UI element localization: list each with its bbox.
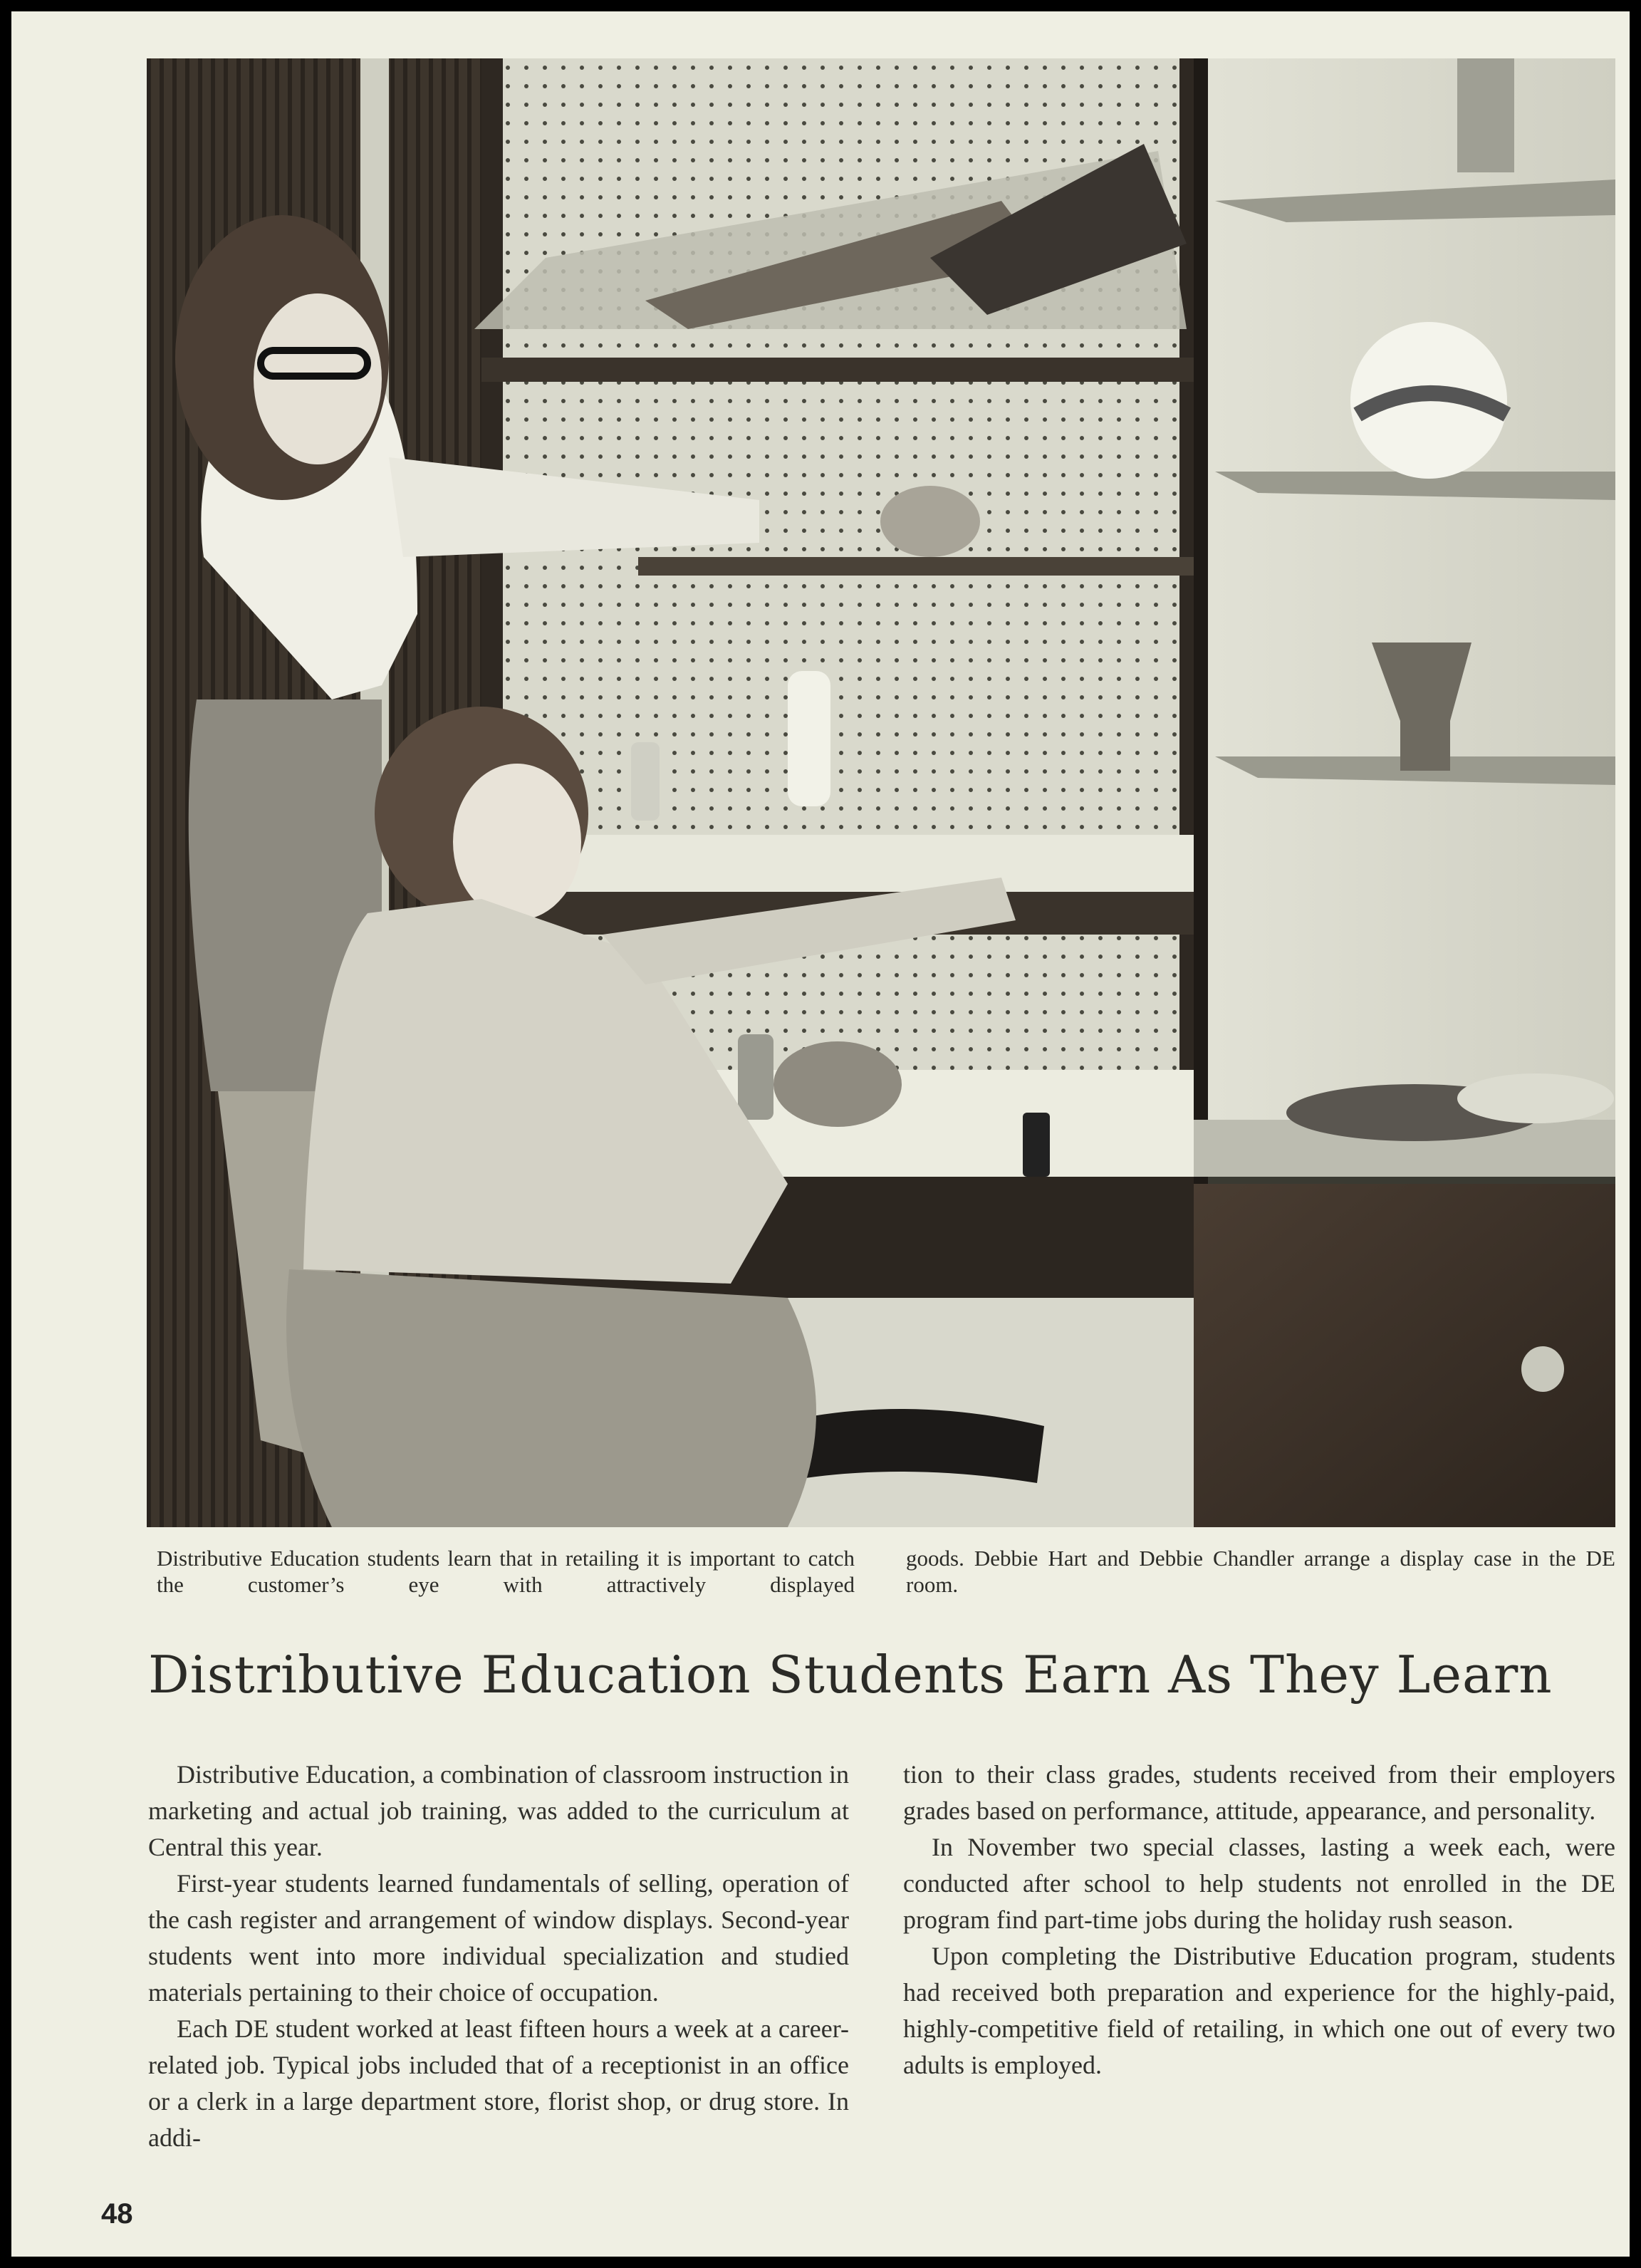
paragraph: Upon completing the Distributive Education program, students had received both preparation and experience for the highly-paid, highly-competitive field of retailing, in which one out of every two adults is employed. — [903, 1942, 1615, 2079]
yearbook-page — [11, 11, 1630, 2257]
photo-caption-right — [906, 1545, 1615, 1598]
page-number: 48 — [101, 2198, 133, 2230]
paragraph: Distributive Education, a combination of classroom instruction in marketing and actual job training, was added to the curriculum at Central this year. — [148, 1760, 849, 1861]
article-column-right — [903, 1757, 1615, 2084]
article-column-left — [148, 1757, 849, 2156]
page-title: Distributive Education Students Earn As They Learn — [148, 1645, 1553, 1705]
paragraph: tion to their class grades, students received from their employers grades based on performance, attitude, appearance, and personality. — [903, 1760, 1615, 1825]
paragraph: First-year students learned fundamentals of selling, operation of the cash register and arrangement of window displays. Second-year students went into more individual specialization and studied materials pertaining to their choice of occupation. — [148, 1869, 849, 2007]
photo-illustration — [147, 58, 1615, 1527]
paragraph: In November two special classes, lasting a week each, were conducted after school to help students not enrolled in the DE program find part-time jobs during the holiday rush season. — [903, 1833, 1615, 1934]
display-case-photo — [147, 58, 1615, 1527]
photo-caption-left — [157, 1545, 855, 1598]
caption-right-text: goods. Debbie Hart and Debbie Chandler arrange a display case in the DE room. — [906, 1546, 1615, 1597]
paragraph: Each DE student worked at least fifteen hours a week at a career-related job. Typical jobs included that of a receptionist in an office or a clerk in a large department store, florist shop, or drug store. In addi- — [148, 2014, 849, 2152]
caption-left-text: Distributive Education students learn that in retailing it is important to catch the customer’s eye with attractively displayed — [157, 1546, 855, 1597]
